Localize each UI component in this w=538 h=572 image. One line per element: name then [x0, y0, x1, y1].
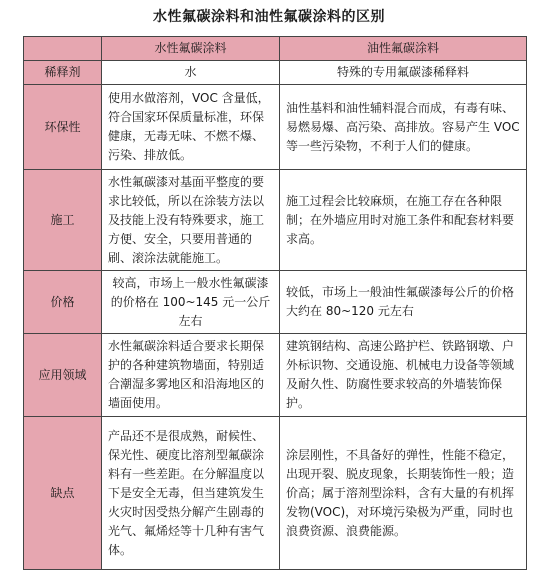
cell-oil-environment: 油性基料和油性辅料混合而成，有毒有味、易燃易爆、高污染、高排放。容易产生 VOC 等一些污染物，不利于人们的健康。 — [280, 85, 527, 170]
table-header-row — [24, 37, 527, 61]
cell-oil-diluent: 特殊的专用氟碳漆稀释料 — [280, 61, 527, 85]
table-row — [24, 271, 527, 334]
cell-oil-drawbacks: 涂层刚性，不具备好的弹性，性能不稳定，出现开裂、脱皮现象，长期装饰性一般；造价高；属于溶剂型涂料，含有大量的有机挥发物(VOC)，对环境污染极为严重，同时也浪费资源、浪费能源。 — [280, 417, 527, 570]
cell-water-drawbacks: 产品还不是很成熟，耐候性、保光性、硬度比溶剂型氟碳涂料有一些差距。在分解温度以下是安全无毒，但当建筑发生火灾时因受热分解产生剧毒的光气、氟烯烃等十几种有害气体。 — [102, 417, 280, 570]
cell-water-price: 较高，市场上一般水性氟碳漆的价格在 100~145 元一公斤左右 — [102, 271, 280, 334]
table-row — [24, 85, 527, 170]
row-label-price: 价格 — [24, 271, 102, 334]
row-label-environment: 环保性 — [24, 85, 102, 170]
cell-oil-price: 较低，市场上一般油性氟碳漆每公斤的价格大约在 80~120 元左右 — [280, 271, 527, 334]
header-oil-based: 油性氟碳涂料 — [280, 37, 527, 61]
cell-water-environment: 使用水做溶剂，VOC 含量低，符合国家环保质量标准，环保健康，无毒无味、不燃不爆、污染、排放低。 — [102, 85, 280, 170]
comparison-table — [23, 36, 527, 570]
cell-oil-construction: 施工过程会比较麻烦，在施工存在各种限制；在外墙应用时对施工条件和配套材料要求高。 — [280, 170, 527, 271]
row-label-application: 应用领域 — [24, 334, 102, 417]
table-row — [24, 334, 527, 417]
cell-water-application: 水性氟碳涂料适合要求长期保护的各种建筑物墙面，特别适合潮湿多雾地区和沿海地区的墙面使用。 — [102, 334, 280, 417]
table-row — [24, 61, 527, 85]
header-water-based: 水性氟碳涂料 — [102, 37, 280, 61]
cell-water-diluent: 水 — [102, 61, 280, 85]
table-row — [24, 170, 527, 271]
page-title: 水性氟碳涂料和油性氟碳涂料的区别 — [153, 9, 385, 25]
row-label-construction: 施工 — [24, 170, 102, 271]
cell-oil-application: 建筑钢结构、高速公路护栏、铁路钢墩、户外标识物、交通设施、机械电力设备等领域及耐久性、防腐性要求较高的外墙装饰保护。 — [280, 334, 527, 417]
header-corner-cell — [24, 37, 102, 61]
row-label-diluent: 稀释剂 — [24, 61, 102, 85]
cell-water-construction: 水性氟碳漆对基面平整度的要求比较低，所以在涂装方法以及技能上没有特殊要求，施工方便、安全，只要用普通的刷、滚涂法就能施工。 — [102, 170, 280, 271]
row-label-drawbacks: 缺点 — [24, 417, 102, 570]
table-row — [24, 417, 527, 570]
